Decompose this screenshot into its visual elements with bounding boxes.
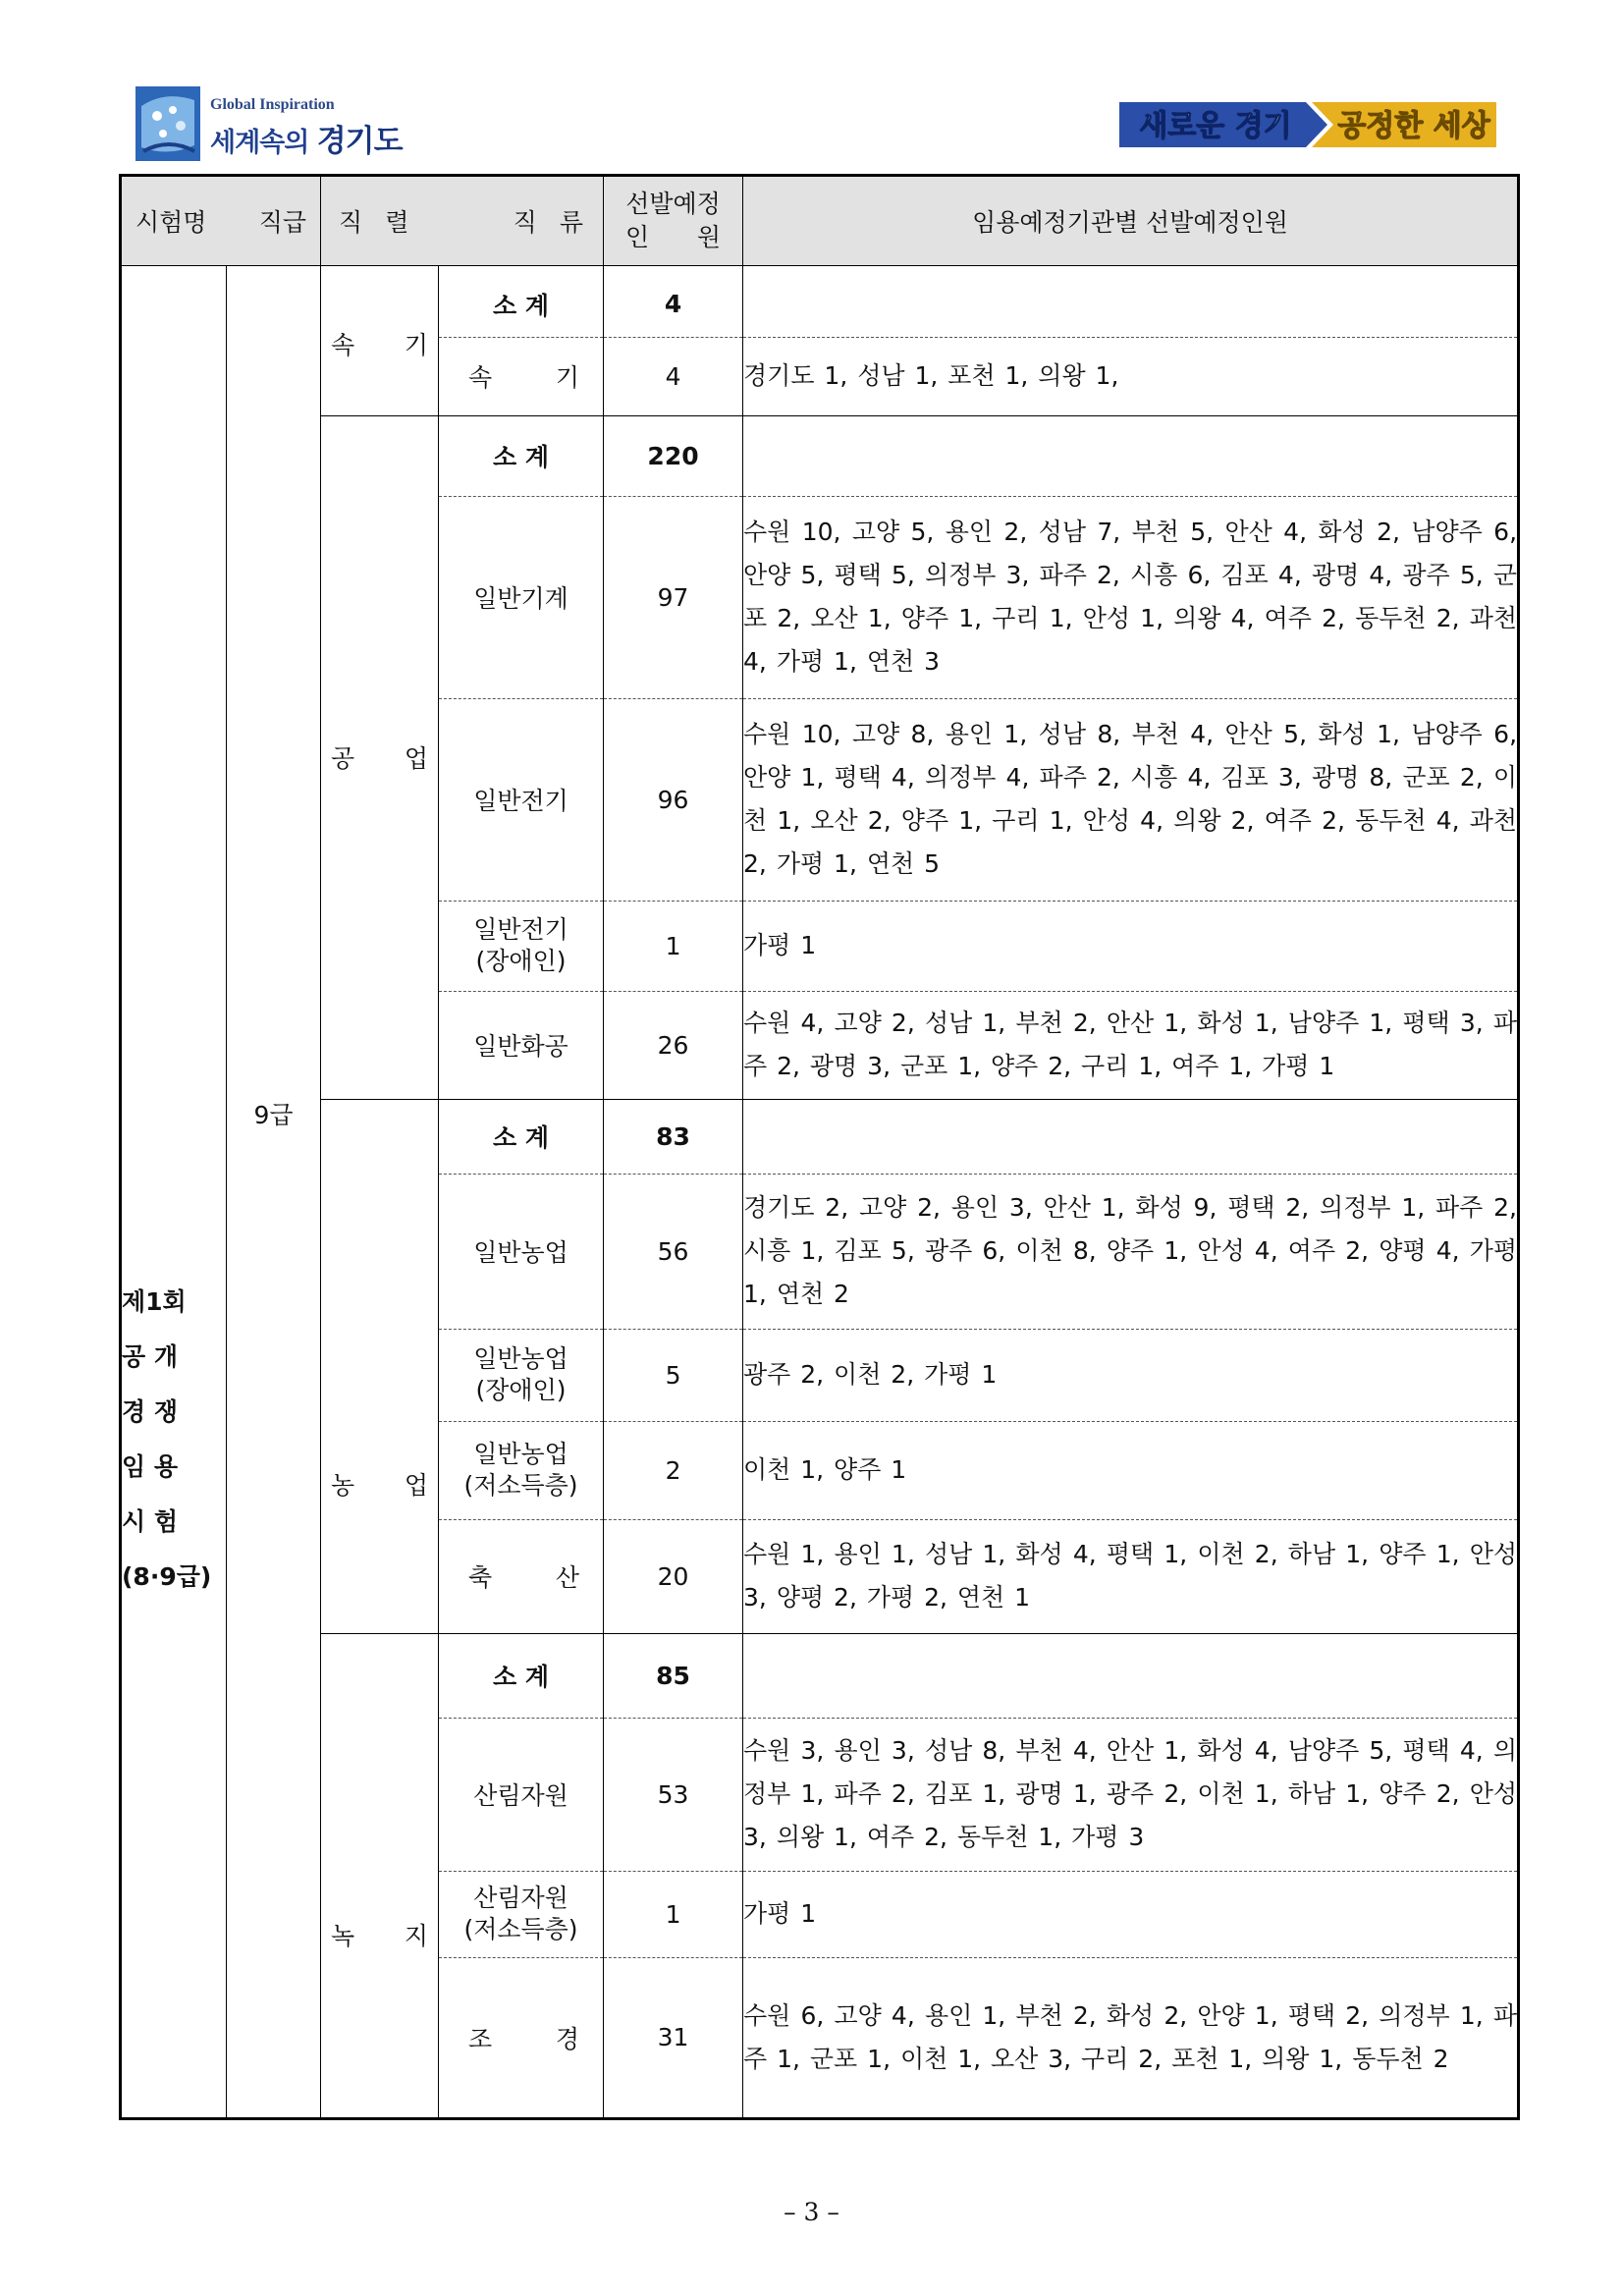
table-row	[121, 1633, 1519, 1718]
subtotal-alloc	[743, 272, 1519, 337]
logo-name: 세계속의 경기도	[210, 124, 403, 159]
type-cell: 일반전기	[439, 698, 604, 901]
gyeonggi-logo	[135, 86, 403, 161]
alloc-cell: 수원 10, 고양 5, 용인 2, 성남 7, 부천 5, 안산 4, 화성 2, 남양주 6, 안양 5, 평택 5, 의정부 3, 파주 2, 시흥 6, 김포 4, 광명 4, 광주 5, 군포 2, 오산 1, 양주 1, 구리 1, 안성 1, 의왕 4, 여주 2, 동두천 2, 과천 4, 가평 1, 연천 3	[743, 496, 1519, 698]
subtotal-count: 85	[604, 1633, 743, 1718]
type-cell: 일반전기 (장애인)	[439, 901, 604, 991]
slogan-right: 공정한 세상	[1337, 109, 1490, 143]
header-exam-grade: 시험명 직급	[121, 176, 321, 266]
count-cell: 31	[604, 1957, 743, 2118]
type-cell: 속 기	[439, 337, 604, 415]
count-cell: 1	[604, 901, 743, 991]
alloc-cell: 경기도 1, 성남 1, 포천 1, 의왕 1,	[743, 337, 1519, 415]
gyeonggi-emblem-icon	[135, 86, 200, 161]
count-cell: 2	[604, 1421, 743, 1519]
count-cell: 20	[604, 1519, 743, 1633]
subtotal-label: 소 계	[439, 1099, 604, 1174]
count-cell: 1	[604, 1871, 743, 1957]
type-cell: 일반농업 (저소득층)	[439, 1421, 604, 1519]
count-cell: 26	[604, 991, 743, 1099]
logo-tagline: Global Inspiration	[210, 96, 335, 113]
slogan-banner	[1119, 100, 1496, 149]
count-cell: 97	[604, 496, 743, 698]
alloc-cell: 수원 3, 용인 3, 성남 8, 부천 4, 안산 1, 화성 4, 남양주 5, 평택 4, 의정부 1, 파주 2, 김포 1, 광명 1, 광주 2, 이천 1, 하남 1, 양주 2, 안성 3, 의왕 1, 여주 2, 동두천 1, 가평 3	[743, 1718, 1519, 1871]
subtotal-count: 4	[604, 272, 743, 337]
type-cell: 조 경	[439, 1957, 604, 2118]
alloc-cell: 수원 1, 용인 1, 성남 1, 화성 4, 평택 1, 이천 2, 하남 1, 양주 1, 안성 3, 양평 2, 가평 2, 연천 1	[743, 1519, 1519, 1633]
count-cell: 96	[604, 698, 743, 901]
type-cell: 일반농업 (장애인)	[439, 1329, 604, 1421]
table-row	[121, 415, 1519, 496]
page-number: – 3 –	[784, 2198, 839, 2226]
series-sokgi: 속 기	[321, 272, 439, 415]
subtotal-alloc	[743, 415, 1519, 496]
subtotal-label: 소 계	[439, 272, 604, 337]
header-allocation: 임용예정기관별 선발예정인원	[743, 176, 1519, 266]
subtotal-alloc	[743, 1633, 1519, 1718]
count-cell: 56	[604, 1174, 743, 1329]
alloc-cell: 수원 6, 고양 4, 용인 1, 부천 2, 화성 2, 안양 1, 평택 2, 의정부 1, 파주 1, 군포 1, 이천 1, 오산 3, 구리 2, 포천 1, 의왕 1, 동두천 2	[743, 1957, 1519, 2118]
type-cell: 축 산	[439, 1519, 604, 1633]
series-nongeop: 농 업	[321, 1099, 439, 1633]
type-cell: 일반농업	[439, 1174, 604, 1329]
alloc-cell: 이천 1, 양주 1	[743, 1421, 1519, 1519]
recruitment-table	[119, 174, 1520, 2120]
type-cell: 산림자원	[439, 1718, 604, 1871]
subtotal-count: 220	[604, 415, 743, 496]
slogan-left: 새로운 경기	[1139, 109, 1292, 143]
type-cell: 일반기계	[439, 496, 604, 698]
subtotal-alloc	[743, 1099, 1519, 1174]
subtotal-count: 83	[604, 1099, 743, 1174]
subtotal-label: 소 계	[439, 415, 604, 496]
count-cell: 53	[604, 1718, 743, 1871]
alloc-cell: 수원 10, 고양 8, 용인 1, 성남 8, 부천 4, 안산 5, 화성 1, 남양주 6, 안양 1, 평택 4, 의정부 4, 파주 2, 시흥 4, 김포 3, 광명 8, 군포 2, 이천 1, 오산 2, 양주 1, 구리 1, 안성 4, 의왕 2, 여주 2, 동두천 4, 과천 2, 가평 1, 연천 5	[743, 698, 1519, 901]
header-series-type: 직 렬 직 류	[321, 176, 604, 266]
alloc-cell: 경기도 2, 고양 2, 용인 3, 안산 1, 화성 9, 평택 2, 의정부 1, 파주 2, 시흥 1, 김포 5, 광주 6, 이천 8, 양주 1, 안성 4, 여주 2, 양평 4, 가평 1, 연천 2	[743, 1174, 1519, 1329]
alloc-cell: 가평 1	[743, 1871, 1519, 1957]
series-nokji: 녹 지	[321, 1633, 439, 2118]
header-planned-count: 선발예정 인 원	[604, 176, 743, 266]
table-row	[121, 1099, 1519, 1174]
count-cell: 4	[604, 337, 743, 415]
alloc-cell: 가평 1	[743, 901, 1519, 991]
table-header-row	[121, 176, 1519, 266]
alloc-cell: 수원 4, 고양 2, 성남 1, 부천 2, 안산 1, 화성 1, 남양주 1, 평택 3, 파주 2, 광명 3, 군포 1, 양주 2, 구리 1, 여주 1, 가평 1	[743, 991, 1519, 1099]
subtotal-label: 소 계	[439, 1633, 604, 1718]
grade-cell: 9급	[227, 272, 321, 2118]
table-row	[121, 272, 1519, 337]
exam-name: 제1회 공 개 경 쟁 임 용 시 험 (8·9급)	[121, 272, 227, 2118]
count-cell: 5	[604, 1329, 743, 1421]
series-gongeop: 공 업	[321, 415, 439, 1099]
alloc-cell: 광주 2, 이천 2, 가평 1	[743, 1329, 1519, 1421]
type-cell: 산림자원 (저소득층)	[439, 1871, 604, 1957]
type-cell: 일반화공	[439, 991, 604, 1099]
